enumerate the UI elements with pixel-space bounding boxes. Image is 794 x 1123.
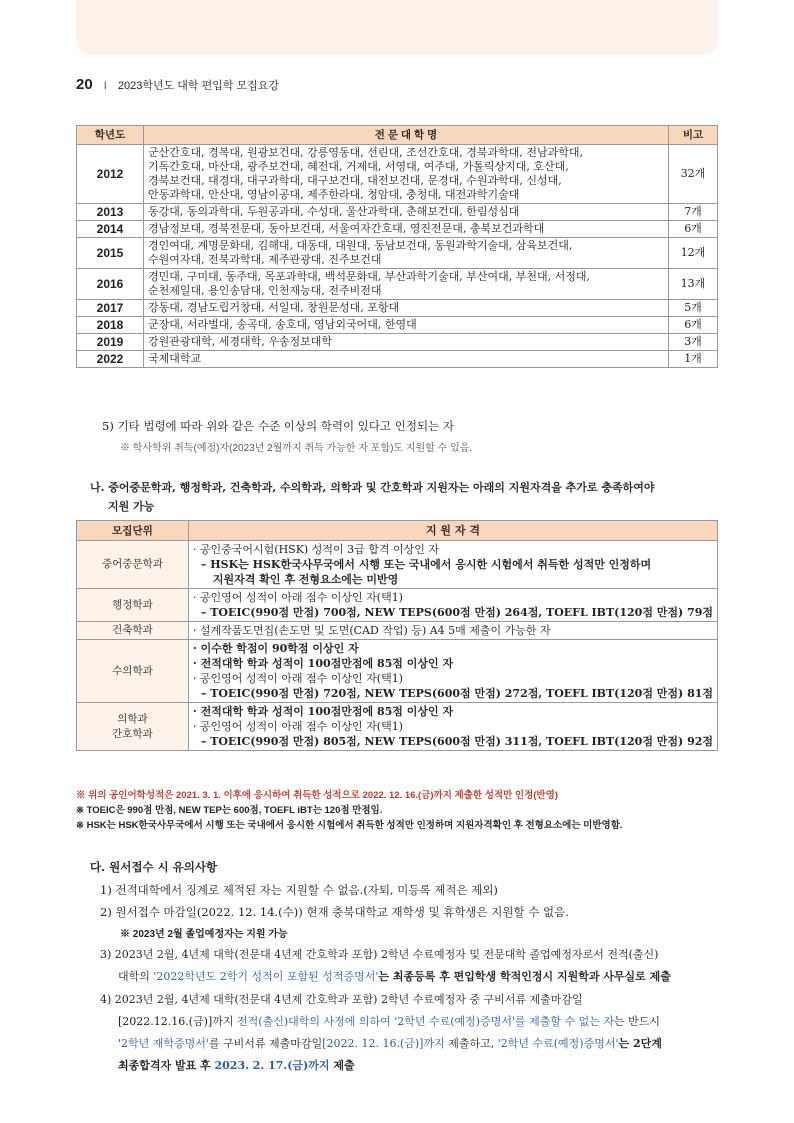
header-title: 2023학년도 대학 편입학 모집요강 bbox=[117, 80, 280, 92]
notes bbox=[76, 788, 623, 833]
table-row bbox=[77, 317, 718, 334]
colleges-cell bbox=[144, 238, 669, 269]
year-cell: 2019 bbox=[77, 334, 144, 351]
requirement-cell bbox=[188, 703, 717, 751]
table-row bbox=[77, 622, 718, 640]
college-line: 군장대, 서라벌대, 송곡대, 송호대, 영남외국어대, 한영대 bbox=[148, 318, 417, 331]
da-item-2-note: ※ 2023년 2월 졸업예정자는 지원 가능 bbox=[120, 929, 288, 940]
da-item-1: 1) 전적대학에서 징계로 제적된 자는 지원할 수 없음.(자퇴, 미등록 제적은 제외) bbox=[100, 883, 498, 897]
table-row bbox=[77, 204, 718, 221]
da-item-2: 2) 원서접수 마감일(2022. 12. 14.(수)) 현재 충북대학교 재학생 및 휴학생은 지원할 수 없음. bbox=[100, 905, 569, 919]
section-na-line1: 나. 중어중문학과, 행정학과, 건축학과, 수의학과, 의학과 및 간호학과 지원자는 아래의 지원자격을 추가로 충족하여야 bbox=[90, 481, 655, 494]
note-cell: 7개 bbox=[669, 204, 718, 221]
note-cell: 32개 bbox=[669, 145, 718, 204]
year-cell: 2022 bbox=[77, 351, 144, 368]
dept-cell: 행정학과 bbox=[77, 589, 189, 622]
college-line: 안동과학대, 안산대, 영남이공대, 제주한라대, 청암대, 충청대, 대전과학기술대 bbox=[148, 188, 520, 201]
year-cell: 2017 bbox=[77, 300, 144, 317]
requirement-cell bbox=[188, 640, 717, 703]
requirement-line: · 이수한 학점이 90학점 이상인 자 bbox=[192, 642, 359, 655]
year-cell: 2016 bbox=[77, 269, 144, 300]
colleges-cell bbox=[144, 204, 669, 221]
year-cell: 2018 bbox=[77, 317, 144, 334]
page-header bbox=[76, 76, 279, 93]
requirement-line: · 공인영어 성적이 아래 점수 이상인 자(택1) bbox=[192, 591, 403, 604]
note-cell: 5개 bbox=[669, 300, 718, 317]
note-cell: 6개 bbox=[669, 317, 718, 334]
college-line: 경남정보대, 경북전문대, 동아보건대, 서울여자간호대, 영진전문대, 충북보건과학대 bbox=[148, 222, 545, 235]
requirement-line: – HSK는 HSK한국사무국에서 시행 또는 국내에서 응시한 시험에서 취득한 성적만 인정하며 bbox=[200, 558, 652, 571]
colleges-cell bbox=[144, 300, 669, 317]
requirements-table bbox=[76, 520, 718, 751]
requirement-line: – TOEIC(990점 만점) 700점, NEW TEPS(600점 만점) 264점, TOEFL IBT(120점 만점) 79점 bbox=[200, 606, 713, 619]
college-line: 순천제일대, 용인송담대, 인천재능대, 전주비전대 bbox=[148, 284, 382, 297]
note-cell: 1개 bbox=[669, 351, 718, 368]
item-5-note: ※ 학사학위 취득(예정)자(2023년 2월까지 취득 가능한 자 포함)도 지원할 수 있음. bbox=[120, 443, 473, 454]
requirement-cell bbox=[188, 622, 717, 640]
section-da-title: 다. 원서접수 시 유의사항 bbox=[90, 860, 218, 874]
table-row bbox=[77, 145, 718, 204]
year-cell: 2014 bbox=[77, 221, 144, 238]
requirement-line: · 전적대학 학과 성적이 100점만점에 85점 이상인 자 bbox=[192, 657, 454, 670]
college-line: 군산간호대, 경복대, 원광보건대, 강릉영동대, 선린대, 조선간호대, 경북과학대, 전남과학대, bbox=[148, 146, 583, 159]
college-table bbox=[76, 125, 718, 368]
table-row bbox=[77, 238, 718, 269]
requirement-cell bbox=[188, 541, 717, 589]
colleges-cell bbox=[144, 269, 669, 300]
page-number: 20 bbox=[76, 76, 93, 93]
note-cell: 12개 bbox=[669, 238, 718, 269]
dept-cell: 건축학과 bbox=[77, 622, 189, 640]
col-colleges: 전 문 대 학 명 bbox=[144, 126, 669, 145]
year-cell: 2013 bbox=[77, 204, 144, 221]
college-line: 수원여자대, 전북과학대, 제주관광대, 진주보건대 bbox=[148, 253, 382, 266]
requirement-line: · 공인중국어시험(HSK) 성적이 3급 합격 이상인 자 bbox=[192, 543, 439, 556]
table-row bbox=[77, 703, 718, 751]
college-line: 경북보건대, 대경대, 대구과학대, 대구보건대, 대전보건대, 문경대, 수원과학대, 신성대, bbox=[148, 174, 562, 187]
da-item-4-line4: 최종합격자 발표 후 2023. 2. 17.(금)까지 제출 bbox=[118, 1059, 355, 1072]
requirement-line: – TOEIC(990점 만점) 805점, NEW TEPS(600점 만점) 311점, TOEFL IBT(120점 만점) 92점 bbox=[200, 735, 713, 748]
col-year: 학년도 bbox=[77, 126, 144, 145]
header-separator: I bbox=[103, 80, 107, 92]
college-line: 강원관광대학, 세경대학, 우송정보대학 bbox=[148, 335, 333, 348]
college-line: 경민대, 구미대, 동주대, 목포과학대, 백석문화대, 부산과학기술대, 부산여대, 부천대, 서정대, bbox=[148, 270, 590, 283]
colleges-cell bbox=[144, 221, 669, 238]
requirement-line: · 전적대학 학과 성적이 100점만점에 85점 이상인 자 bbox=[192, 705, 454, 718]
table-row bbox=[77, 221, 718, 238]
da-item-3-line1: 3) 2023년 2월, 4년제 대학(전문대 4년제 간호학과 포함) 2학년 수료예정자 및 전문대학 졸업예정자로서 전적(출신) bbox=[100, 948, 659, 961]
table-row bbox=[77, 269, 718, 300]
da-item-3-line2: 대학의 '2022학년도 2학기 성적이 포함된 성적증명서'는 최종등록 후 편입학생 학적인정시 지원학과 사무실로 제출 bbox=[118, 970, 671, 983]
table-row bbox=[77, 541, 718, 589]
col-note: 비고 bbox=[669, 126, 718, 145]
table-row bbox=[77, 300, 718, 317]
colleges-cell bbox=[144, 145, 669, 204]
table-row bbox=[77, 589, 718, 622]
college-line: 기독간호대, 마산대, 광주보건대, 혜전대, 거제대, 서영대, 여주대, 가톨릭상지대, 호산대, bbox=[148, 160, 569, 173]
note-cell: 3개 bbox=[669, 334, 718, 351]
dept-cell: 의학과 간호학과 bbox=[77, 703, 189, 751]
table-row bbox=[77, 334, 718, 351]
year-cell: 2015 bbox=[77, 238, 144, 269]
college-line: 강동대, 경남도립거창대, 서일대, 창원문성대, 포항대 bbox=[148, 301, 400, 314]
note-1: ※ 위의 공인어학성적은 2021. 3. 1. 이후에 응시하여 취득한 성적으로 2022. 12. 16.(금)까지 제출한 성적만 인정(반영) bbox=[76, 790, 558, 801]
college-line: 동강대, 동의과학대, 두원공과대, 수성대, 울산과학대, 춘해보건대, 한림성심대 bbox=[148, 205, 520, 218]
section-na-line2: 지원 가능 bbox=[108, 500, 155, 513]
college-line: 국제대학교 bbox=[148, 352, 202, 365]
note-3: ※ HSK는 HSK한국사무국에서 시행 또는 국내에서 응시한 시험에서 취득한 성적만 인정하며 지원자격확인 후 전형요소에는 미반영함. bbox=[76, 820, 623, 831]
requirement-line: · 설계작품도면집(손도면 및 도면(CAD 작업) 등) A4 5매 제출이 가능한 자 bbox=[192, 624, 551, 637]
requirement-line: · 공인영어 성적이 아래 점수 이상인 자(택1) bbox=[192, 720, 403, 733]
requirement-line: · 공인영어 성적이 아래 점수 이상인 자(택1) bbox=[192, 672, 403, 685]
col-dept: 모집단위 bbox=[77, 521, 189, 541]
note-cell: 6개 bbox=[669, 221, 718, 238]
year-cell: 2012 bbox=[77, 145, 144, 204]
colleges-cell bbox=[144, 334, 669, 351]
table-row bbox=[77, 640, 718, 703]
requirement-line: – TOEIC(990점 만점) 720점, NEW TEPS(600점 만점) 272점, TOEFL IBT(120점 만점) 81점 bbox=[200, 687, 713, 700]
requirement-line: 지원자격 확인 후 전형요소에는 미반영 bbox=[212, 573, 399, 586]
dept-cell: 수의학과 bbox=[77, 640, 189, 703]
col-requirements: 지 원 자 격 bbox=[188, 521, 717, 541]
top-banner bbox=[76, 0, 718, 55]
requirement-cell bbox=[188, 589, 717, 622]
table-row bbox=[77, 351, 718, 368]
dept-cell: 중어중문학과 bbox=[77, 541, 189, 589]
note-cell: 13개 bbox=[669, 269, 718, 300]
note-2: ※ TOEIC은 990점 만점, NEW TEP는 600점, TOEFL iBT는 120점 만점임. bbox=[76, 805, 383, 816]
college-line: 경인여대, 계명문화대, 김해대, 대동대, 대원대, 동남보건대, 동원과학기술대, 삼육보건대, bbox=[148, 239, 573, 252]
da-item-4-line3: '2학년 재학증명서'를 구비서류 제출마감일[2022. 12. 16.(금)]까지 제출하고, '2학년 수료(예정)증명서'는 2단계 bbox=[118, 1037, 662, 1050]
da-item-4-line1: 4) 2023년 2월, 4년제 대학(전문대 4년제 간호학과 포함) 2학년 수료예정자 중 구비서류 제출마감일 bbox=[100, 993, 583, 1006]
item-5: 5) 기타 법령에 따라 위와 같은 수준 이상의 학력이 있다고 인정되는 자 bbox=[102, 419, 454, 433]
da-item-4-line2: [2022.12.16.(금)]까지 전적(출신)대학의 사정에 의하여 '2학년 수료(예정)증명서'를 제출할 수 없는 자는 반드시 bbox=[118, 1015, 661, 1028]
colleges-cell bbox=[144, 351, 669, 368]
colleges-cell bbox=[144, 317, 669, 334]
